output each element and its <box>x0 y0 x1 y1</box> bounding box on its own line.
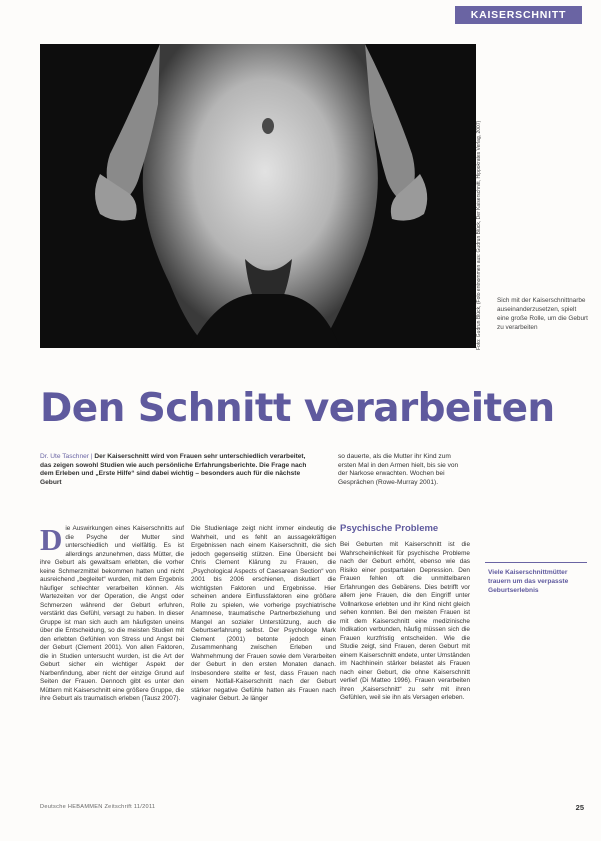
section-tag: KAISERSCHNITT <box>455 6 582 24</box>
article-headline: Den Schnitt verarbeiten <box>40 386 555 431</box>
lead-continuation: so dauerte, als die Mutter ihr Kind zum ersten Mal in den Armen hielt, bis sie von der Narkose erwachten. Wochen bei Gesprächen (Rowe-Murray 2001). <box>338 453 459 486</box>
subheading-psychische-probleme: Psychische Probleme <box>340 523 439 534</box>
article-lead <box>40 453 312 487</box>
article-photo <box>40 44 476 348</box>
lead-text: Der Kaiserschnitt wird von Frauen sehr unterschiedlich verarbeitet, das zeigen sowohl Studien wie auch persönliche Erfahrungsberichte. Die Frage nach dem Erleben und „Erste Hilfe“ sind dabei wichtig – besonders auch für die nächste Geburt <box>40 453 307 486</box>
side-note: Viele Kaiserschnittmütter trauern um das verpasste Geburtserlebnis <box>488 569 569 594</box>
side-note-rule <box>485 562 587 563</box>
photo-caption: Sich mit der Kaiserschnittnarbe auseinanderzusetzen, spielt eine große Rolle, um die Geburt zu verarbeiten <box>497 297 588 331</box>
lead-separator: | <box>89 453 95 460</box>
drop-cap: D <box>40 522 63 557</box>
body-column-1-text: ie Auswirkungen eines Kaiserschnitts auf die Psyche der Mutter sind unterschiedlich und vielfältig. Es ist allerdings anzunehmen, dass Mütter, die ihre Geburt als gewaltsam erlebten, die vorher keine Schmerzmittel bekommen hatten und nicht ausreichend „begleitet“ wurden, mit dem Ergebnis häufiger schlechter verarbeiten können. Als Wartezeiten vor der Operation, die Angst oder Schmerzen während der Geburt erfuhren, verstärkt das Gefühl, versagt zu haben. In dieser Gruppe ist man sich auch am häufigsten uneins über die Entscheidung, so die meisten Studien mit den erlebten Gefühlen von Stress und Angst bei der Geburt (Clement 2001). Von allen Faktoren, die in Studien untersucht wurden, ist die Art der Geburt sicher ein wichtiger Aspekt der Narbenfindung, aber nicht der einzige Grund auf Seiten der Frauen. Dennoch gibt es unter den Müttern mit Kaiserschnitt eine größere Gruppe, die ihre Geburt als traumatisch erleben (Tausz 2007). <box>40 525 184 702</box>
page-number: 25 <box>575 803 584 812</box>
body-column-1 <box>40 522 184 704</box>
footer-publication: Deutsche HEBAMMEN Zeitschrift 11/2011 <box>40 804 156 810</box>
body-column-3: Bei Geburten mit Kaiserschnitt ist die Wahrscheinlichkeit für psychische Probleme nach der Geburt erhöht, ebenso wie das Risiko einer postpartalen Depression. Den Frauen fehlen oft die unmittelbaren Erfahrungen des Gebärens. Dies betrifft vor allem jene Frauen, die den Eingriff unter Vollnarkose erlebten und ihr Kind nicht gleich sehen konnten. Bei den meisten Frauen ist mit dem Kaiserschnitt eine medizinische Indikation verbunden, häufig müssen sich die Frauen kurzfristig entscheiden. Wie die Studie zeigt, sind Frauen, deren Geburt mit einem Kaiserschnitt endete, unter Umständen im Nachhinein stärker belastet als Frauen nach einer Geburt, die ohne Kaiserschnitt verlief (Di Matteo 1996). Frauen verarbeiten ihren „Kaiserschnitt“ zu sehr mit ihren Gefühlen, weil sie ihn als Versagen erleben. <box>340 541 470 701</box>
author-name: Dr. Ute Taschner <box>40 453 89 460</box>
photo-credit: Foto: Gudrun Blück, (Foto entnommen aus: Gudrun Blück, Der Kaiserschnitt, Hippokrates Verlag, 2007) <box>476 120 482 350</box>
body-column-2: Die Studienlage zeigt nicht immer eindeutig die Wahrheit, und es fehlt an aussagekräftigen Ergebnissen nach einem Kaiserschnitt, die sich jedoch gegenseitig stützen. Eine Übersicht bei Chris Clement Klärung zu Frauen, die „Psychological Aspects of Caesarean Section“ von 2001 bis 2006 erschienen, diskutiert die wichtigsten Faktoren und Ergebnisse. Hier scheinen andere Einflussfaktoren eine größere Rolle zu spielen, wie vorherige psychiatrische Anamnese, traumatische Partnerbeziehung und Mangel an sozialer Unterstützung, auch die Geburtserfahrung selbst. Der Psychologe Mark Clement (2001) betonte jedoch einen Zusammenhang zwischen Erleben und Wahrnehmung der Frauen sowie dem Verarbeiten der Geburt in den ersten Monaten danach. Insbesondere stellte er fest, dass Frauen nach einem Notfall-Kaiserschnitt nach der Geburt stärker negative Gefühle hatten als Frauen nach vaginaler Geburt. Je länger <box>191 525 336 702</box>
